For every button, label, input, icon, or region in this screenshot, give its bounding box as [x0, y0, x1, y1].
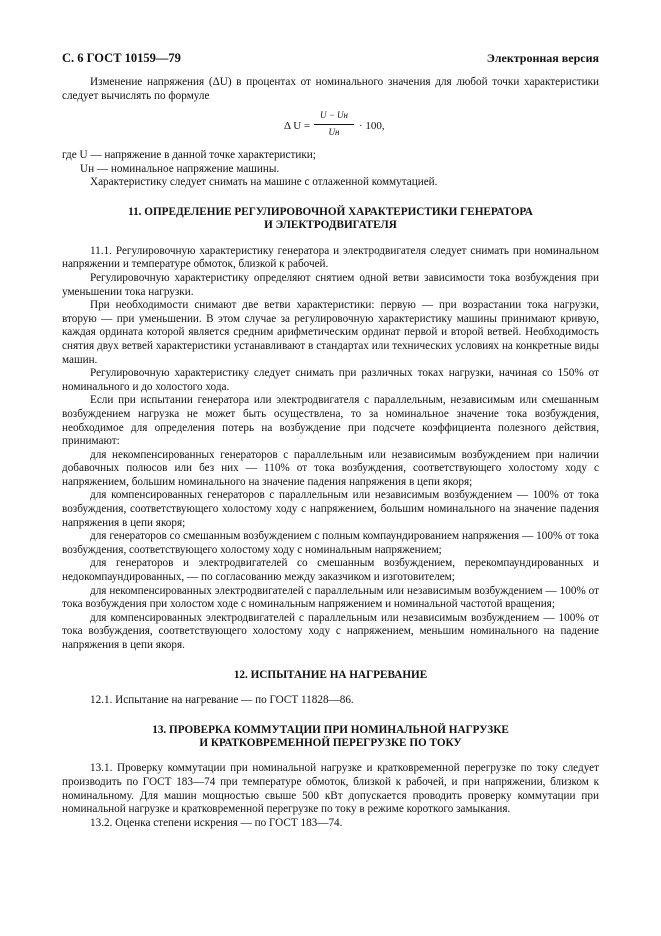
formula-fraction: [314, 109, 354, 139]
paragraph: Регулировочную характеристику определяют снятием одной ветви зависимости тока возбуждения при уменьшении тока нагрузки.: [62, 271, 599, 298]
section-title-line: 11. ОПРЕДЕЛЕНИЕ РЕГУЛИРОВОЧНОЙ ХАРАКТЕРИСТИКИ ГЕНЕРАТОРА: [128, 205, 533, 218]
paragraph: При необходимости снимают две ветви характеристики: первую — при возрастании тока нагрузки, вторую — при уменьшении. В этом случае за регулировочную характеристику машины принимают кривую, каждая ордината которой является средним арифметическим ординат первой и второй ветвей. Необходимость снятия двух ветвей характеристики устанавливают в стандартах или технических условиях на конкретные виды машин.: [62, 299, 599, 366]
paragraph: Регулировочную характеристику следует снимать при различных токах нагрузки, начиная со 150% от номинального и до холостого хода.: [62, 367, 599, 393]
page-header-left: С. 6 ГОСТ 10159—79: [62, 51, 181, 65]
paragraph: Если при испытании генератора или электродвигателя с параллельным, независимым или смешанным возбуждением нагрузка не может быть осуществлена, то за номинальное значение тока возбуждения, необходимое для определения потерь на возбуждение при подсчете коэффициента полезного действия, принимают:: [62, 394, 599, 448]
formula: [62, 107, 599, 147]
paragraph: Изменение напряжения (ΔU) в процентах от номинального значения для любой точки характеристики следует вычислять по формуле: [62, 76, 599, 102]
section-heading: [62, 724, 599, 751]
paragraph: Характеристику следует снимать на машине с отлаженной коммутацией.: [90, 176, 438, 189]
formula-denominator: Uн: [328, 126, 340, 137]
formula-lhs: Δ U =: [284, 120, 311, 133]
section-heading: [62, 206, 599, 233]
section-title-line: 13. ПРОВЕРКА КОММУТАЦИИ ПРИ НОМИНАЛЬНОЙ НАГРУЗКЕ: [152, 723, 509, 736]
paragraph: для компенсированных электродвигателей с параллельным или независимым возбуждением — 100% от тока возбуждения, соответствующего холостому ходу с напряжением, меньшим номинального на падение напряжения в цепи якоря.: [62, 611, 599, 651]
section-heading: [62, 669, 599, 682]
paragraph: для некомпенсированных генераторов с параллельным или независимым возбуждением при наличии добавочных полюсов или без них — 110% от тока возбуждения, соответствующего холостому ходу с напряжением, большим номинального на значение падения напряжения в цепи якоря;: [62, 448, 599, 488]
paragraph: для генераторов со смешанным возбуждением с полным компаундированием напряжения — 100% от тока возбуждения, соответствующего холостому ходу с номинальным напряжением;: [62, 530, 599, 556]
section-title-line: И КРАТКОВРЕМЕННОЙ ПЕРЕГРУЗКЕ ПО ТОКУ: [199, 737, 462, 749]
paragraph: для генераторов и электродвигателей со смешанным возбуждением, перекомпаундированных и недокомпаундированных, — по согласованию между заказчиком и изготовителем;: [62, 557, 599, 584]
section-title-line: 12. ИСПЫТАНИЕ НА НАГРЕВАНИЕ: [233, 668, 428, 681]
paragraph: 13.2. Оценка степени искрения — по ГОСТ 183—74.: [90, 816, 343, 829]
paragraph: 12.1. Испытание на нагревание — по ГОСТ 11828—86.: [90, 694, 354, 706]
page-header-right: Электронная версия: [486, 51, 599, 65]
paragraph: 13.1. Проверку коммутации при номинальной нагрузке и кратковременной перегрузке по току следует производить по ГОСТ 183—74 при температуре обмоток, близкой к рабочей, и при напряжении, близком к номинальному. Для машин мощностью свыше 500 кВт допускается проводить проверку коммутации при номинальной нагрузке и кратковременной перегрузке по току в режиме короткого замыкания.: [62, 762, 599, 816]
section-title-line: И ЭЛЕКТРОДВИГАТЕЛЯ: [264, 219, 397, 232]
where-clause: где U — напряжение в данной точке характеристики;: [62, 149, 316, 162]
document-body: [62, 76, 599, 830]
paragraph: для компенсированных генераторов с параллельным или независимым возбуждением — 100% от тока возбуждения, соответствующего холостому ходу с напряжением, большим номинального на значение падения напряжения в цепи якоря;: [62, 489, 599, 529]
formula-numerator: U − Uн: [314, 109, 354, 125]
where-clause: Uн — номинальное напряжение машины.: [80, 162, 280, 175]
formula-rhs: · 100,: [359, 120, 385, 133]
paragraph: для некомпенсированных электродвигателей с параллельным или независимым возбуждением — 100% от тока возбуждения при холостом ходе с номинальным напряжением и номинальной частотой вращения;: [62, 584, 599, 611]
paragraph: 11.1. Регулировочную характеристику генератора и электродвигателя следует снимать при номинальном напряжении и температуре обмоток, близкой к рабочей.: [62, 244, 599, 271]
